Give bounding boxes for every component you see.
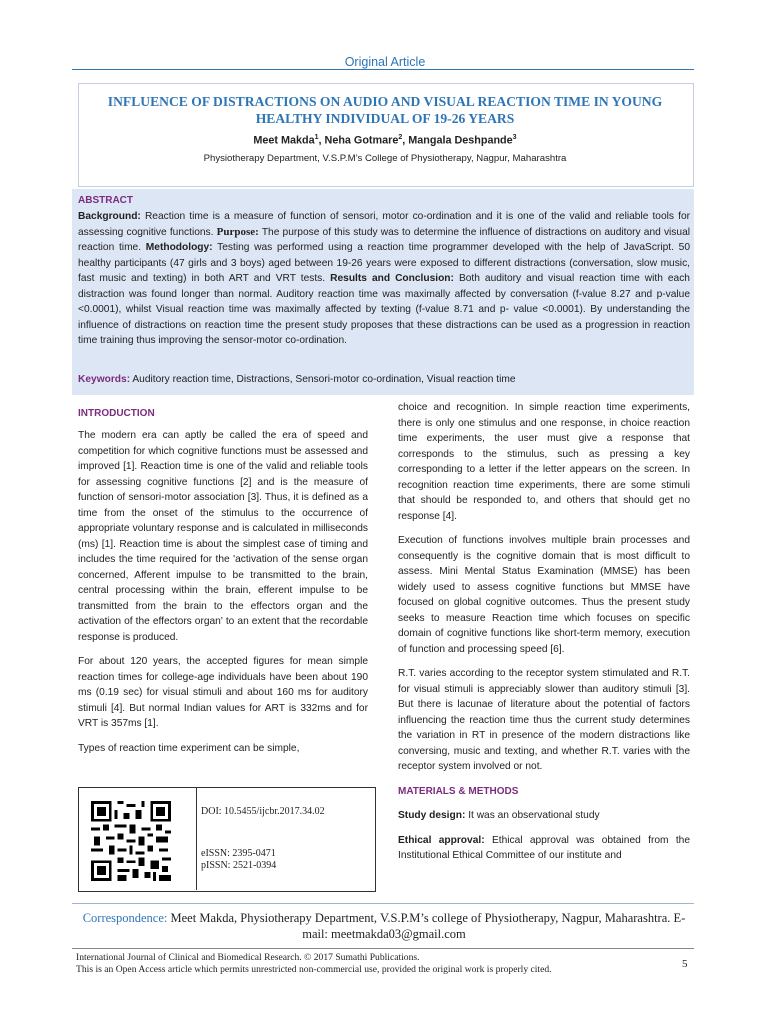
methodology-label: Methodology: <box>145 242 213 253</box>
header-rule <box>72 69 694 70</box>
keywords-text: Auditory reaction time, Distractions, Sensori-motor co-ordination, Visual reaction time <box>132 374 516 385</box>
correspondence <box>78 911 690 942</box>
pissn: pISSN: 2521-0394 <box>201 860 277 871</box>
ethics-label: Ethical approval: <box>398 834 485 846</box>
intro-paragraph: For about 120 years, the accepted figures for mean simple reaction times for college-age individuals have been about 190 ms (0.19 sec) for visual stimuli and about 160 ms for auditory stimuli [4]. But normal Indian values for ART is 332ms and for VRT is 357ms [1]. <box>78 656 368 729</box>
methodology-text: Testing was performed using a reaction time programmer developed with the help of JavaScript. 50 healthy participants (47 girls and 3 boys) aged between 19-26 years were exposed to different distractions (conversation, slow music, fast music and texting) in both ART and VRT tests. <box>78 242 690 284</box>
author-name: Mangala Deshpande <box>408 134 513 147</box>
author-name: Neha Gotmare <box>324 134 399 147</box>
keywords <box>78 374 690 385</box>
intro-paragraph: The modern era can aptly be called the era of speed and competition for which cognitive functions must be assessed and improved [1]. Reaction time is one of the valid and reliable tools for assessing cognitive functions [2] and is the measure of function of sensori-motor association [3]. Thus, it is defined as a time from the onset of the stimulus to the occurrence of appropriate voluntary response and is calculated in milliseconds (ms) [1]. Reaction time is about the simplest case of timing and includes the time required for the 'activation of the sense organ concerned, Afferent impulse to be transmitted to the brain, central processing within the brain, efferent impulse to be transmitted from the brain to the effectors organ and the activation of the effectors organ' to an extent that the recordable response is produced. <box>78 430 368 643</box>
body-paragraph: R.T. varies according to the receptor system stimulated and R.T. for visual stimuli is appreciably slower than auditory stimuli [3]. But there is lacunae of literature about the potential of factors influencing the reaction time thus the current study determines the variation in RT in presence of the modern distractions like conversing, music and texting, and whether R.T. varies with the receptor system involved or not. <box>398 668 690 772</box>
author-sup: 3 <box>512 134 517 141</box>
intro-paragraph: Types of reaction time experiment can be simple, <box>78 742 300 754</box>
affiliation: Physiotherapy Department, V.S.P.M’s College of Physiotherapy, Nagpur, Maharashtra <box>203 153 567 164</box>
license-line: This is an Open Access article which permits unrestricted non-commercial use, provided the original work is properly cited. <box>76 964 552 975</box>
footer <box>76 952 676 976</box>
study-design <box>398 808 690 824</box>
page-number: 5 <box>682 958 688 970</box>
results-label: Results and Conclusion: <box>330 273 454 284</box>
correspondence-label: Correspondence: <box>82 911 168 925</box>
author-list: Meet Makda$^1$, Neha Gotmare$^2$, Mangala Deshpande$^3$ <box>253 134 517 147</box>
qr-code-icon[interactable] <box>88 798 174 884</box>
body-paragraph: Execution of functions involves multiple brain processes and consequently is the cognitive domain that is most difficult to assess. Mini Mental Status Examination (MMSE) has been widely used to assess cognitive functions but MMSE have focused on global cognitive outcomes. Thus the present study seeks to measure Reaction time which focuses on specific domain of cognitive functions like short-term memory, execution of function and processing speed [6]. <box>398 535 690 655</box>
eissn: eISSN: 2395-0471 <box>201 848 276 859</box>
keywords-label: Keywords: <box>78 374 131 385</box>
author-sup: 2 <box>398 134 403 141</box>
results-text: Both auditory and visual reaction time with each distraction was found longer than normal. Auditory reaction time was maximally affected by conversation (f-value 8.27 and p-value <0.0001), whilst Visual reaction time was maximally affected by texting (f-value 8.71 and p- value <0.0001). By understanding the influence of distractions on reaction time the present study proposes that these distractions can be used as a progression in reaction time training thus improving the sensor-motor co-ordination. <box>78 273 690 346</box>
methods-heading: MATERIALS & METHODS <box>398 785 519 797</box>
article-type-label: Original Article <box>330 55 440 69</box>
journal-line: International Journal of Clinical and Biomedical Research. © 2017 Sumathi Publications. <box>76 952 420 963</box>
doi-text: DOI: 10.5455/ijcbr.2017.34.02 <box>201 806 325 817</box>
ethical-approval <box>398 833 690 864</box>
abstract-heading: ABSTRACT <box>78 195 133 206</box>
author-name: Meet Makda <box>253 134 315 147</box>
left-column <box>78 428 368 765</box>
abstract-body <box>78 209 690 349</box>
introduction-heading: INTRODUCTION <box>78 408 155 419</box>
ethics-text: Ethical approval was obtained from the Institutional Ethical Committee of our institute and <box>398 834 690 861</box>
purpose-label: Purpose: <box>216 225 259 238</box>
author-sup: 1 <box>314 134 319 141</box>
background-label: Background: <box>78 211 141 222</box>
doi-divider <box>196 787 197 890</box>
body-paragraph: choice and recognition. In simple reaction time experiments, there is only one stimulus and one response, in choice reaction time experiments, the user must give a response that corresponds to the stimulus, such as pressing a key corresponding to a letter if the letter appears on the screen. In recognition reaction time experiments, there are some stimuli that should be responded to, and others that should get no response [4]. <box>398 402 690 522</box>
purpose-text: The purpose of this study was to determine the influence of distractions on auditory and visual reaction time. <box>78 226 690 253</box>
footer-rule <box>72 948 694 949</box>
issn-block <box>201 848 276 872</box>
correspondence-text: Meet Makda, Physiotherapy Department, V.S.P.M’s college of Physiotherapy, Nagpur, Maharashtra. E-mail: meetmakda03@gmail.com <box>170 911 686 941</box>
study-design-text: It was an observational study <box>468 810 600 821</box>
background-text: Reaction time is a measure of function of sensori, motor co-ordination and it is one of the valid and reliable tools for assessing cognitive functions. <box>78 211 690 238</box>
study-design-label: Study design: <box>398 810 466 821</box>
right-column <box>398 400 690 873</box>
article-title: INFLUENCE OF DISTRACTIONS ON AUDIO AND VISUAL REACTION TIME IN YOUNG HEALTHY INDIVIDUAL OF 19-26 YEARS <box>107 94 663 126</box>
correspondence-rule <box>72 903 694 904</box>
